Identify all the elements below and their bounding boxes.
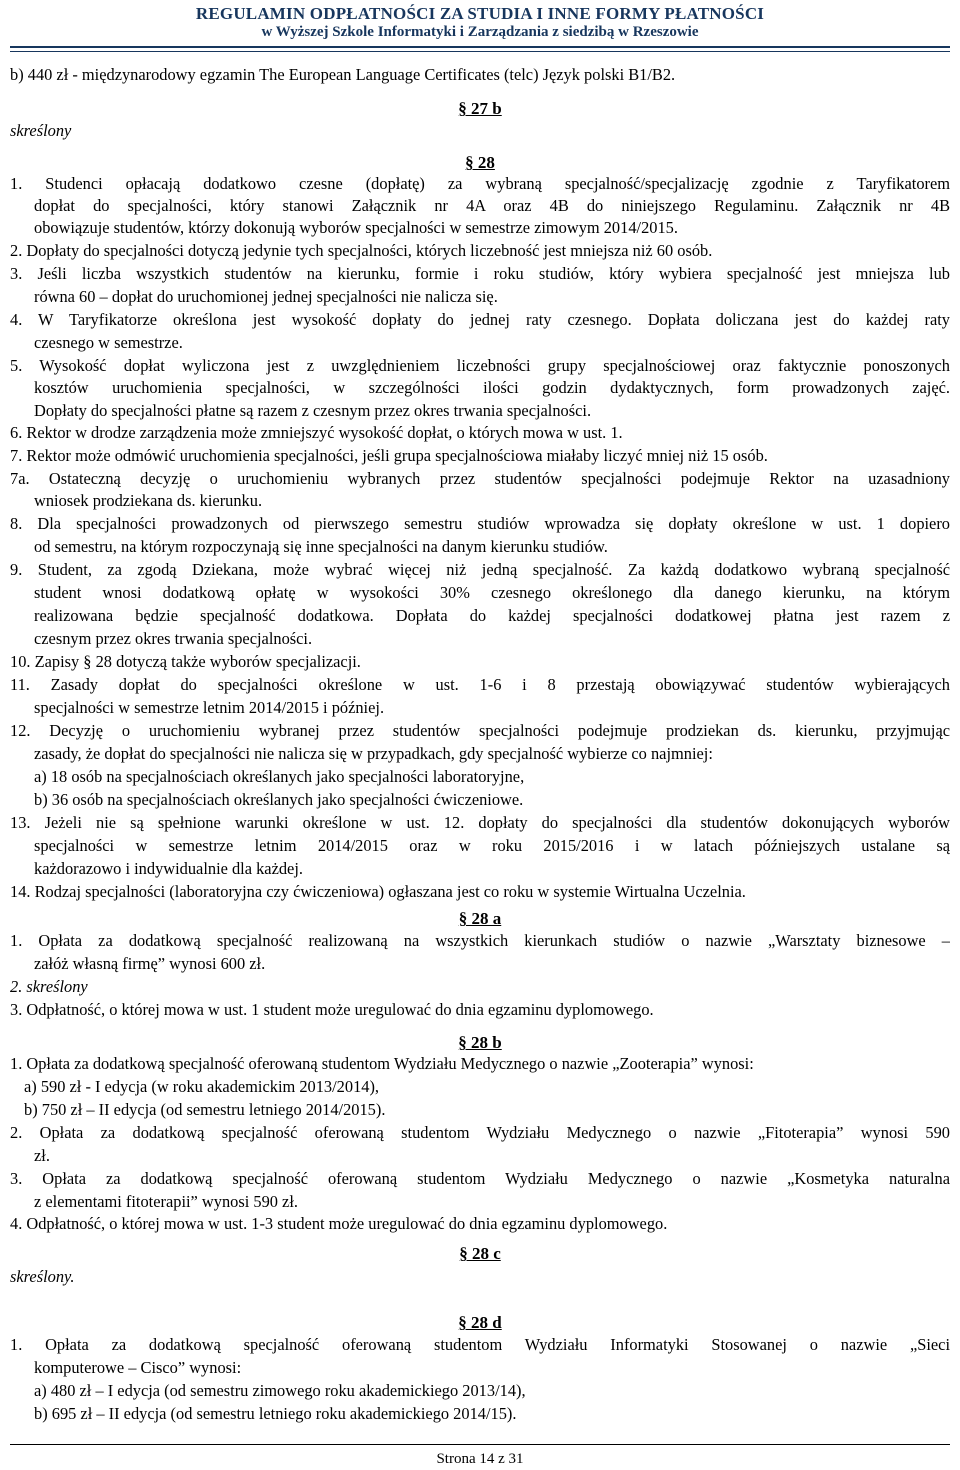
s28-line: realizowana będzie specjalność dodatkowa. Dopłata do każdej specjalności dodatkowej płatna jest razem z — [34, 606, 950, 625]
s28-line: 2. Dopłaty do specjalności dotyczą jedynie tych specjalności, których liczebność jest mniejsza niż 60 osób. — [10, 241, 713, 260]
s28-line: zasady, że dopłat do specjalności nie nalicza się w przypadkach, gdy specjalność wybierze co najmniej: — [34, 744, 713, 763]
s28b-line: z elementami fitoterapii” wynosi 590 zł. — [34, 1192, 298, 1211]
header-rule — [10, 46, 950, 48]
page-number: Strona 14 z 31 — [436, 1451, 524, 1467]
s28b-line: b) 750 zł – II edycja (od semestru letniego 2014/2015). — [24, 1100, 386, 1119]
s28-line: 8. Dla specjalności prowadzonych od pierwszego semestru studiów wprowadza się dopłaty określone w ust. 1 dopiero — [10, 514, 950, 533]
s28-line: kosztów uruchomienia specjalności, w szczególności ilości godzin dydaktycznych, form prowadzonych zajęć. — [34, 378, 950, 397]
s28-line: 12. Decyzję o uruchomieniu wybranej przez studentów specjalności podejmuje prodziekan ds. kierunku, przyjmując — [10, 721, 950, 740]
s28b-line: 4. Odpłatność, o której mowa w ust. 1-3 student może uregulować do dnia egzaminu dyplomowego. — [10, 1214, 668, 1233]
s28-line: każdorazowo i indywidualnie dla każdej. — [34, 859, 303, 878]
s28-line: 10. Zapisy § 28 dotyczą także wyborów specjalizacji. — [10, 652, 361, 671]
section-28c-note: skreślony. — [10, 1267, 75, 1286]
s28b-line: zł. — [34, 1146, 50, 1165]
s28-line: 1. Studenci opłacają dodatkowo czesne (dopłatę) za wybraną specjalność/specjalizację zgodnie z Taryfikatorem — [10, 174, 950, 193]
s28d-line: komputerowe – Cisco” wynosi: — [34, 1358, 242, 1377]
s28-line: 14. Rodzaj specjalności (laboratoryjna czy ćwiczeniowa) ogłaszana jest co roku w systemie Wirtualna Uczelnia. — [10, 882, 746, 901]
section-title-28: § 28 — [465, 153, 495, 172]
s28-line: wniosek prodziekana ds. kierunku. — [34, 491, 263, 510]
header-subtitle: w Wyższej Szkole Informatyki i Zarządzania z siedzibą w Rzeszowie — [261, 24, 699, 40]
s28a-line: 1. Opłata za dodatkową specjalność realizowaną na wszystkich kierunkach studiów o nazwie „Warsztaty biznesowe – — [10, 931, 950, 950]
s28-line: 7a. Ostateczną decyzję o uruchomieniu wybranych przez studentów specjalności podejmuje Rektor na uzasadniony — [10, 469, 950, 488]
s28-line: 5. Wysokość dopłat wyliczona jest z uwzględnieniem liczebności grupy specjalnościowej oraz faktycznie ponoszonych — [10, 356, 950, 375]
section-title-28a: § 28 a — [458, 909, 502, 928]
s28-line: 4. W Taryfikatorze określona jest wysokość dopłaty do jednej raty czesnego. Dopłata doliczana jest do każdej raty — [10, 310, 950, 329]
s28-line: 6. Rektor w drodze zarządzenia może zmniejszyć wysokość dopłat, o których mowa w ust. 1. — [10, 423, 623, 442]
s28d-line: 1. Opłata za dodatkową specjalność oferowaną studentom Wydziału Informatyki Stosowanej o nazwie „Sieci — [10, 1335, 950, 1354]
section-title-28c: § 28 c — [459, 1244, 501, 1263]
s28-line: 7. Rektor może odmówić uruchomienia specjalności, jeśli grupa specjalnościowa miałaby liczyć mniej niż 15 osób. — [10, 446, 768, 465]
s28b-line: 2. Opłata za dodatkową specjalność oferowaną studentom Wydziału Medycznego o nazwie „Fitoterapia” wynosi 590 — [10, 1123, 950, 1142]
s28d-line: b) 695 zł – II edycja (od semestru letniego roku akademickiego 2014/15). — [34, 1404, 517, 1423]
s28-line: czesnym przez okres trwania specjalności. — [34, 629, 313, 648]
s28-line: obowiązuje studentów, którzy dokonują wyborów specjalności w semestrze zimowym 2014/2015. — [34, 218, 678, 237]
s28b-line: 1. Opłata za dodatkową specjalność oferowaną studentom Wydziału Medycznego o nazwie „Zooterapia” wynosi: — [10, 1054, 754, 1073]
s28b-line: a) 590 zł - I edycja (w roku akademickim 2013/2014), — [24, 1077, 380, 1096]
section-title-28b: § 28 b — [458, 1033, 502, 1052]
s28d-line: a) 480 zł – I edycja (od semestru zimowego roku akademickiego 2013/14), — [34, 1381, 526, 1400]
s28-line: dopłat do specjalności, który stanowi Załącznik nr 4A oraz 4B do niniejszego Regulaminu. Załącznik nr 4B — [34, 196, 950, 215]
section-27b-note: skreślony — [10, 121, 72, 140]
s28-line: 9. Student, za zgodą Dziekana, może wybrać więcej niż jedną specjalność. Za każdą dodatkowo wybraną specjalność — [10, 560, 950, 579]
s28a-line: 3. Odpłatność, o której mowa w ust. 1 student może uregulować do dnia egzaminu dyplomowego. — [10, 1000, 654, 1019]
s28-line: specjalności w semestrze letnim 2014/2015 oraz w roku 2015/2016 i w latach późniejszych ustalane są — [34, 836, 950, 855]
s28a-line: załóż własną firmę” wynosi 600 zł. — [34, 954, 266, 973]
s28-line: równa 60 – dopłat do uruchomionej jednej specjalności nie nalicza się. — [34, 287, 498, 306]
section-title-27b: § 27 b — [458, 99, 502, 118]
header-rule-thin — [10, 51, 950, 52]
s28-line: specjalności w semestrze letnim 2014/2015 i później. — [34, 698, 385, 717]
s28a-line: 2. skreślony — [10, 977, 88, 996]
s28-line: 11. Zasady dopłat do specjalności określone w ust. 1-6 i 8 przestają obowiązywać studentów wybierających — [10, 675, 950, 694]
header-title: REGULAMIN ODPŁATNOŚCI ZA STUDIA I INNE FORMY PŁATNOŚCI — [195, 4, 765, 23]
top-item-b: b) 440 zł - międzynarodowy egzamin The European Language Certificates (telc) Język polski B1/B2. — [10, 65, 676, 84]
s28b-line: 3. Opłata za dodatkową specjalność oferowaną studentom Wydziału Medycznego o nazwie „Kosmetyka naturalna — [10, 1169, 950, 1188]
s28-line: 13. Jeżeli nie są spełnione warunki określone w ust. 12. dopłaty do specjalności dla studentów dokonujących wyborów — [10, 813, 950, 832]
s28-line: czesnego w semestrze. — [34, 333, 183, 352]
s28-line: 3. Jeśli liczba wszystkich studentów na kierunku, formie i roku studiów, który wybiera specjalność jest mniejsza lub — [10, 264, 950, 283]
footer-rule — [10, 1444, 950, 1445]
section-title-28d: § 28 d — [458, 1313, 502, 1332]
s28-line: a) 18 osób na specjalnościach określanych jako specjalności laboratoryjne, — [34, 767, 525, 786]
s28-line: student wnosi dodatkową opłatę w wysokości 30% czesnego określonego dla danego kierunku, na którym — [34, 583, 950, 602]
s28-line: b) 36 osób na specjalnościach określanych jako specjalności ćwiczeniowe. — [34, 790, 524, 809]
s28-line: od semestru, na którym rozpoczynają się inne specjalności na danym kierunku studiów. — [34, 537, 608, 556]
s28-line: Dopłaty do specjalności płatne są razem z czesnym przez okres trwania specjalności. — [34, 401, 592, 420]
